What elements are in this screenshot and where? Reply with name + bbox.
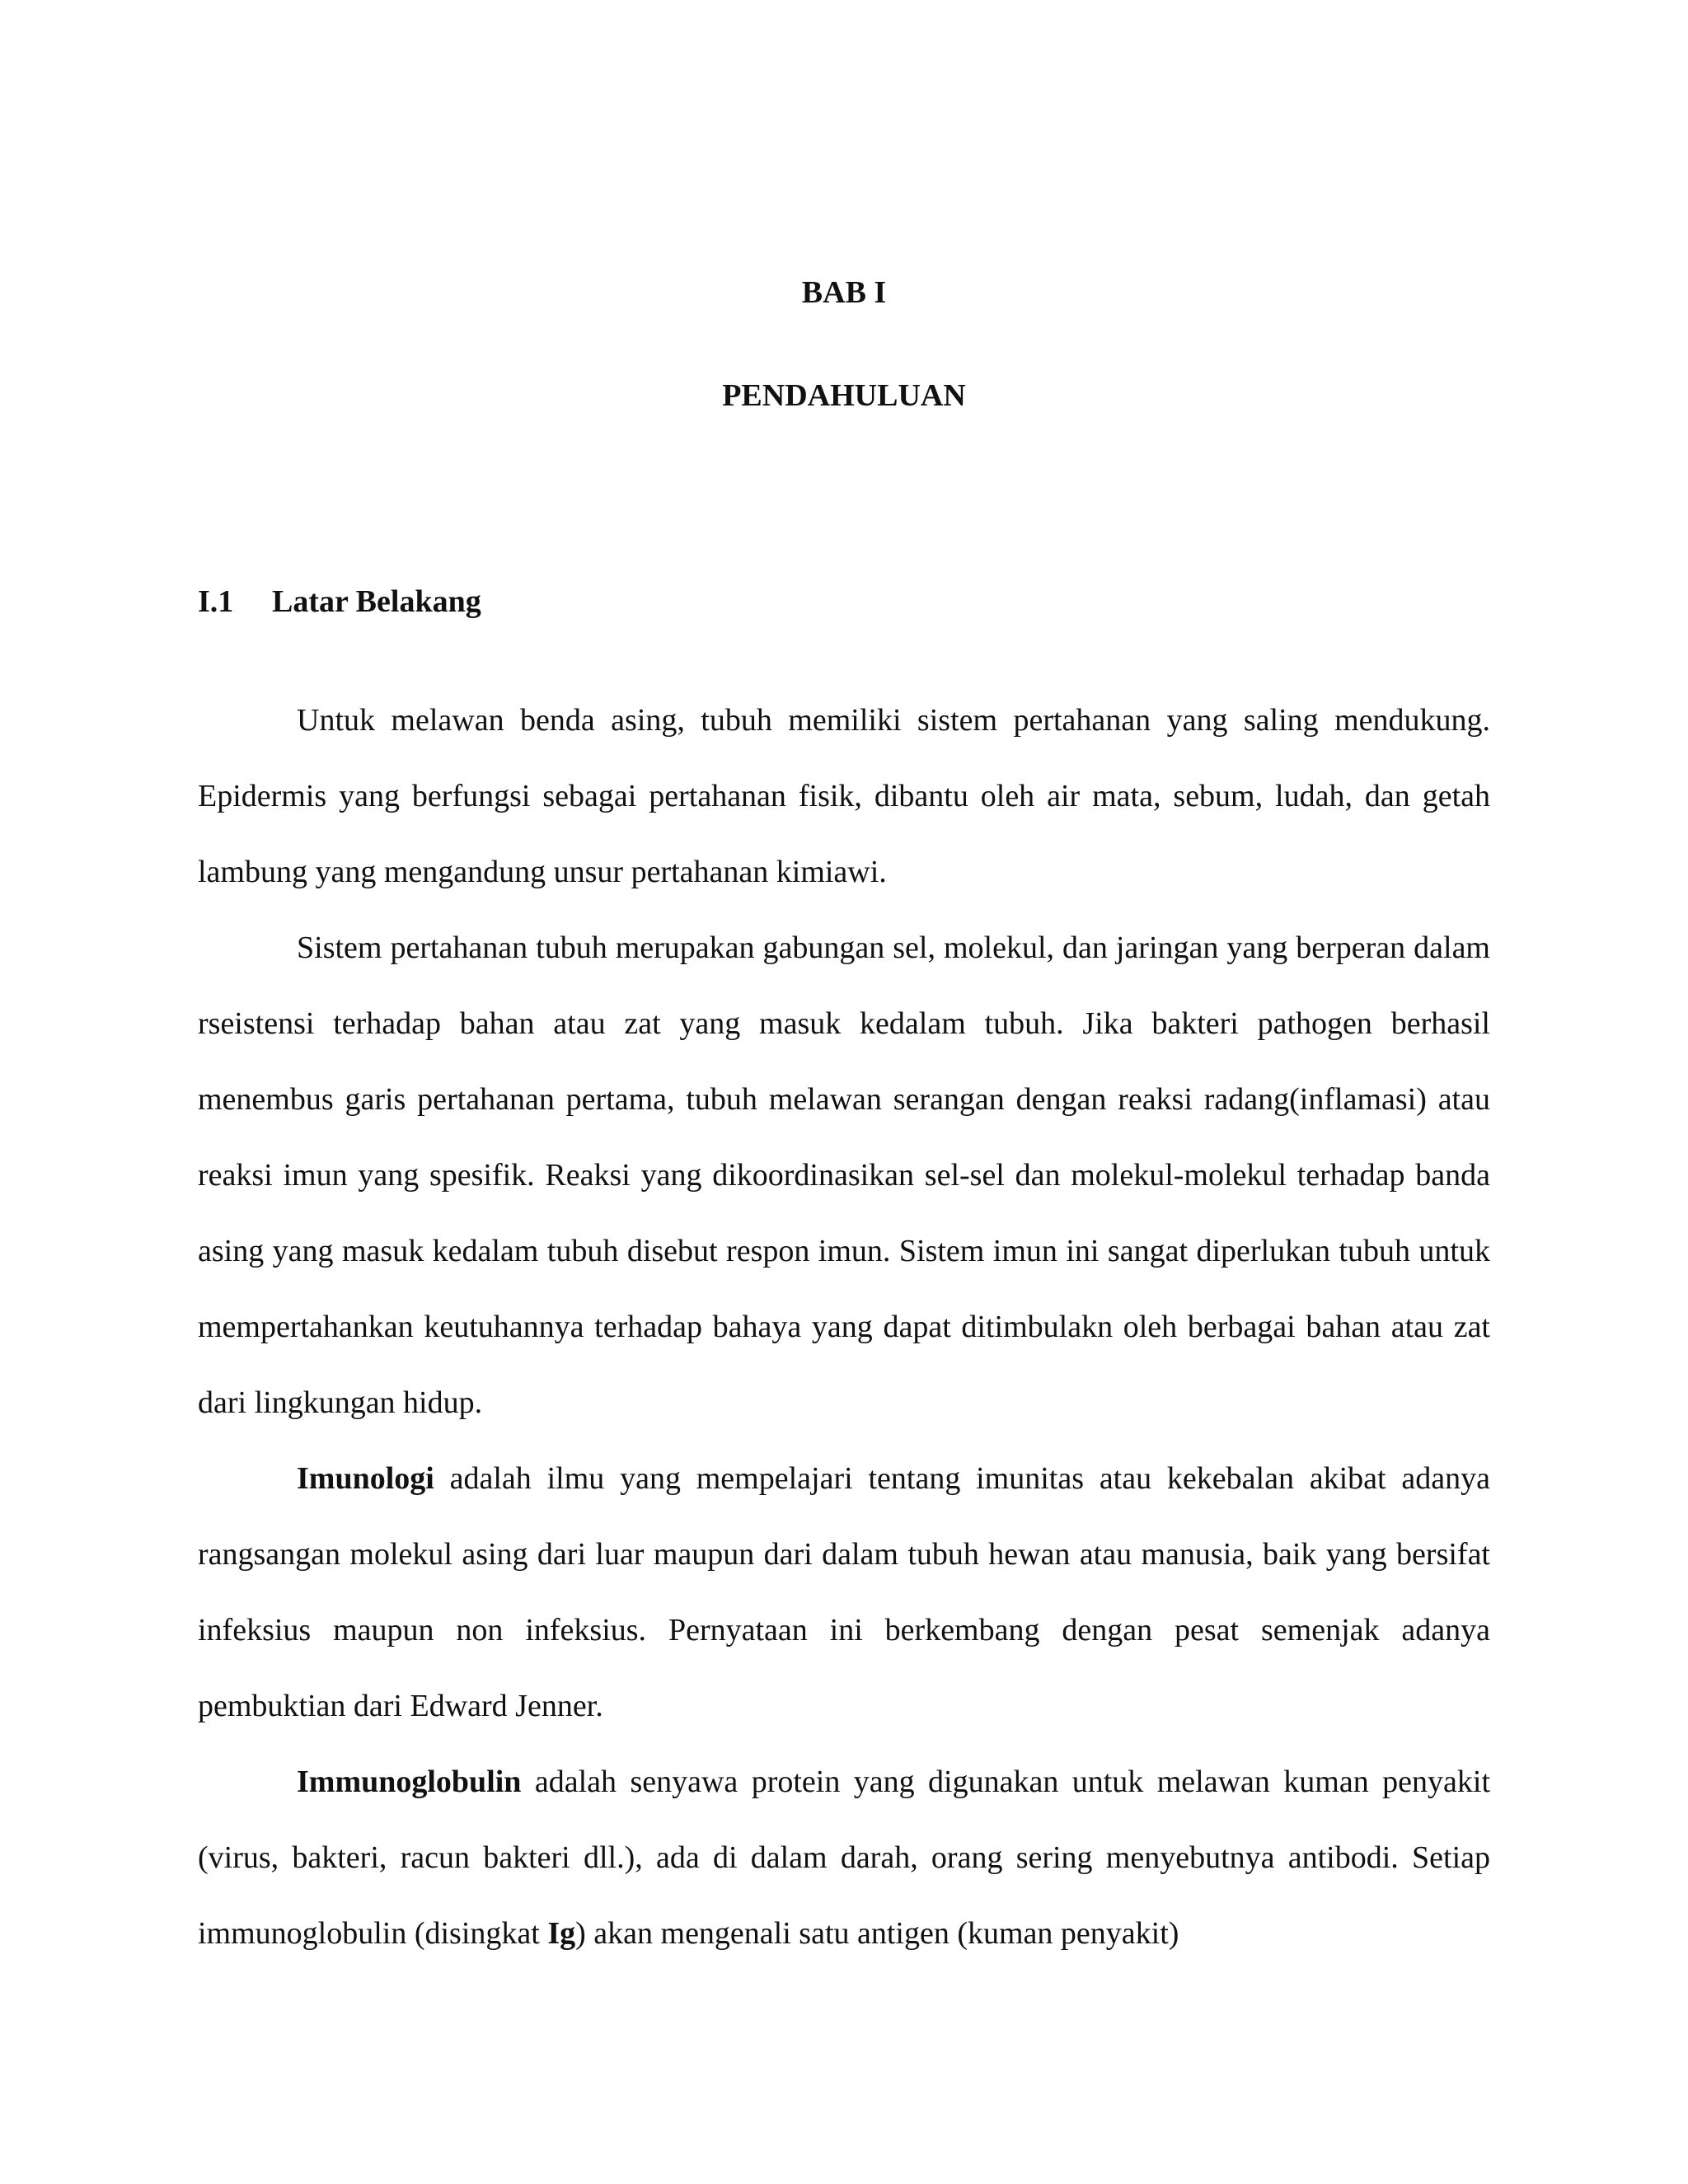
paragraph-immunology-text: adalah ilmu yang mempelajari tentang imunitas atau kekebalan akibat adanya rangsangan molekul asing dari luar maupun dari dalam tubuh hewan atau manusia, baik yang bersifat infeksius maupun non infeksius. Pernyataan ini berkembang dengan pesat semenjak adanya pembuktian dari Edward Jenner. <box>198 1461 1490 1723</box>
section-heading <box>198 581 481 622</box>
paragraph-defense-system: Untuk melawan benda asing, tubuh memiliki sistem pertahanan yang saling mendukung. Epidermis yang berfungsi sebagai pertahanan fisik, dibantu oleh air mata, sebum, ludah, dan getah lambung yang mengandung unsur pertahanan kimiawi. <box>198 703 1490 889</box>
term-ig: Ig <box>547 1916 576 1951</box>
paragraph-immunoglobulin <box>198 1744 1490 1971</box>
chapter-title: PENDAHULUAN <box>722 378 966 413</box>
section-number: I.1 <box>198 584 234 619</box>
chapter-number: BAB I <box>801 275 887 310</box>
body-text <box>198 682 1490 1971</box>
section-title: Latar Belakang <box>272 584 481 619</box>
paragraph-immunoglobulin-text-b: ) akan mengenali satu antigen (kuman penyakit) <box>575 1916 1179 1951</box>
paragraph-immunology <box>198 1441 1490 1744</box>
paragraph-immune-response: Sistem pertahanan tubuh merupakan gabungan sel, molekul, dan jaringan yang berperan dalam rseistensi terhadap bahan atau zat yang masuk kedalam tubuh. Jika bakteri pathogen berhasil menembus garis pertahanan pertama, tubuh melawan serangan dengan reaksi radang(inflamasi) atau reaksi imun yang spesifik. Reaksi yang dikoordinasikan sel-sel dan molekul-molekul terhadap banda asing yang masuk kedalam tubuh disebut respon imun. Sistem imun ini sangat diperlukan tubuh untuk mempertahankan keutuhannya terhadap bahaya yang dapat ditimbulakn oleh berbagai bahan atau zat dari lingkungan hidup. <box>198 930 1490 1420</box>
term-imunologi: Imunologi <box>297 1461 434 1496</box>
term-immunoglobulin: Immunoglobulin <box>297 1765 522 1799</box>
paragraph-immunoglobulin-text-a: adalah senyawa protein yang digunakan untuk melawan kuman penyakit (virus, bakteri, racun bakteri dll.), ada di dalam darah, orang sering menyebutnya antibodi. Setiap immunoglobulin (disingkat <box>198 1765 1490 1951</box>
